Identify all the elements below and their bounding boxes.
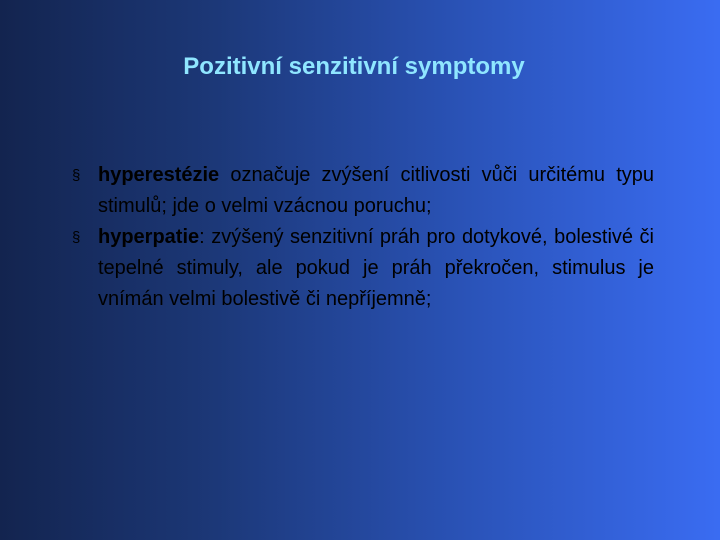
bullet-marker-icon: § (72, 229, 81, 246)
bullet-term: hyperestézie (98, 164, 220, 186)
bullet-text: zvýšený senzitivní práh pro dotykové, bolestivé či tepelné stimuly, ale pokud je práh překročen, stimulus je vnímán velmi bolestivě či nepříjemně; (98, 226, 654, 310)
slide-title: Pozitivní senzitivní symptomy (183, 53, 525, 80)
bullet-item-hyperpatie (72, 222, 654, 315)
bullet-marker-icon: § (72, 167, 81, 184)
bullet-separator: : (199, 226, 212, 248)
bullet-text: označuje zvýšení citlivosti vůči určitému typu stimulů; jde o velmi vzácnou poruchu; (98, 164, 654, 217)
bullet-term: hyperpatie (98, 226, 200, 248)
bullet-separator (219, 164, 230, 186)
bullet-list (72, 160, 654, 315)
bullet-item-hyperestezie (72, 160, 654, 222)
